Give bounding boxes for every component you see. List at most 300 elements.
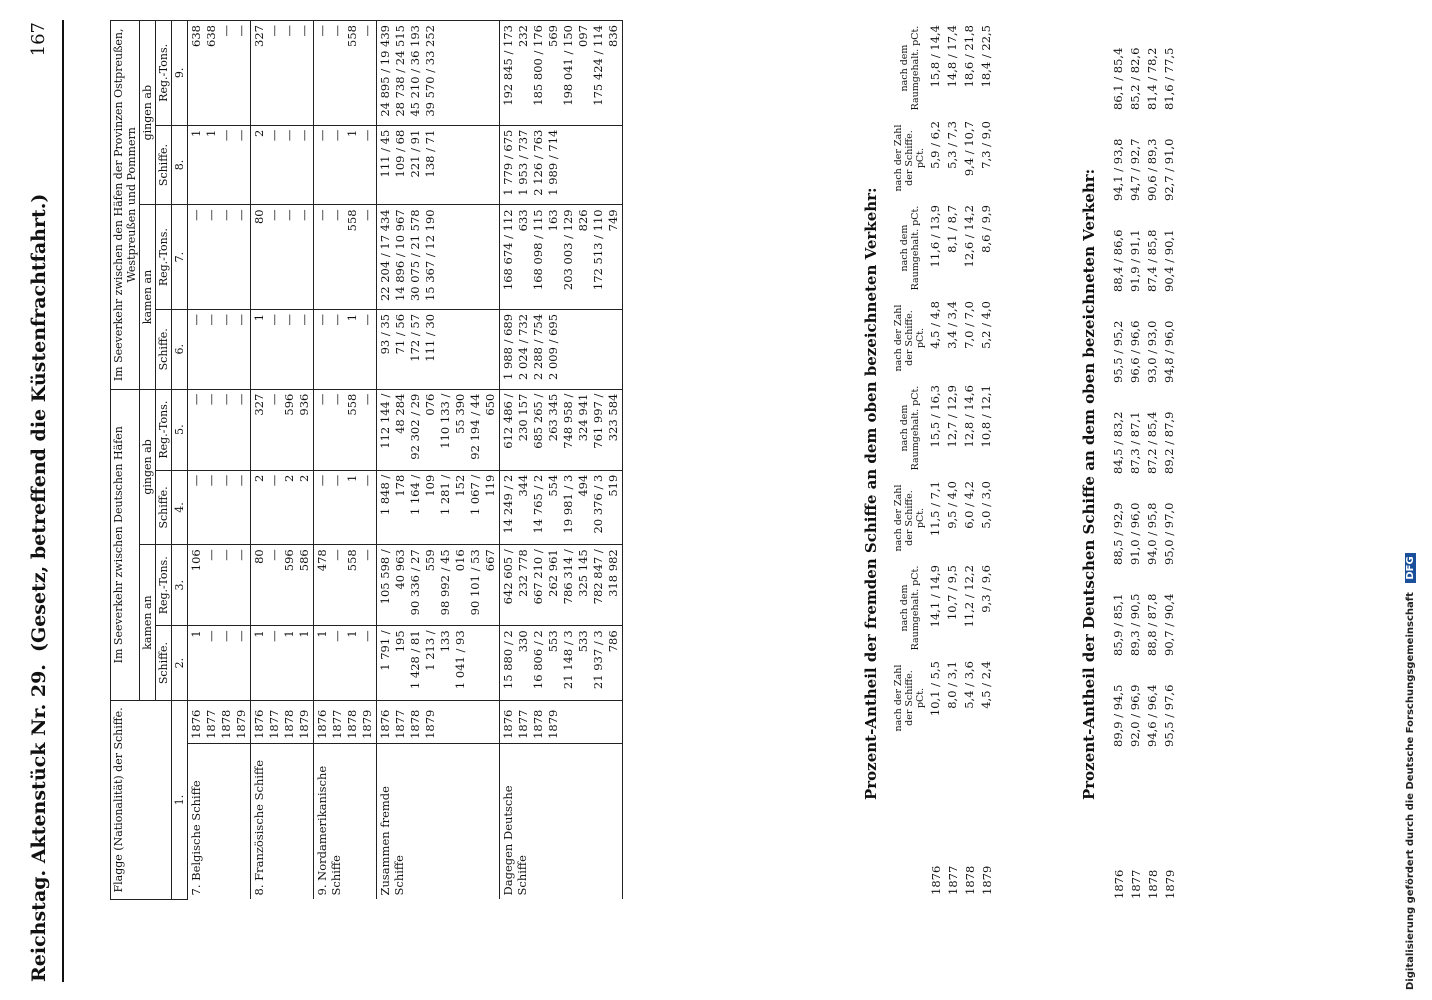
cell-value: 2 126 / 763 [531,129,545,196]
cell-value: 638 [189,25,203,47]
cell-value: 18,4 / 22,5 [979,25,993,88]
cell-value: 11,5 / 7,1 [928,481,942,537]
cell-value: 14,1 / 14,9 [928,565,942,628]
dfg-text: Digitalisierung gefördert durch die Deutsche Forschungsgemeinschaft [1405,592,1416,990]
cell-value: 81,4 / 78,2 [1145,47,1159,110]
cell-value: 596 [282,549,296,572]
page-header [20,22,60,982]
column-number: 4. [172,470,188,545]
cell-value: — [189,393,203,406]
cell-value: 1876 [252,709,266,739]
cell-value: 642 605 / 232 778 [501,549,530,605]
cell-value: 92,7 / 91,0 [1162,138,1176,201]
cell-value: 15 367 / 12 190 [423,209,437,302]
pct-year: 1876 [1111,869,1126,899]
cell-value: 558 [345,209,359,232]
cell-value: — [360,313,374,326]
cell-value: 1 [282,630,296,638]
cell-value: — [234,630,248,642]
cell-value: 8,1 / 8,7 [945,205,959,253]
cell-value: 93,0 / 93,0 [1145,320,1159,383]
cell-value: — [330,549,344,561]
cell-value: 1879 [423,709,437,739]
cell-value: 15,8 / 14,4 [928,25,942,88]
cell-value: 5,3 / 7,3 [945,121,959,169]
pct-value [978,560,995,656]
cell-value: — [219,474,233,487]
pct-row [1161,20,1178,900]
cell-value: — [360,549,374,561]
data-cell [188,125,251,205]
cell-value: 1878 [345,709,359,739]
cell-value: — [282,129,296,142]
pct-value [1110,657,1127,748]
cell-value: 89,9 / 94,5 [1111,684,1125,747]
cell-value: 748 958 / 324 941 [561,393,590,449]
cell-value: 30 075 / 21 578 [408,209,422,302]
cell-value: — [282,313,296,326]
cell-value: 7,0 / 7,0 [962,301,976,349]
table-row [377,21,500,900]
data-cell [377,21,500,126]
cell-value: 22 204 / 17 434 [378,209,392,302]
cell-value: 10,8 / 12,1 [979,385,993,448]
gingen-ab-b: gingen ab [140,21,156,205]
cell-value: 18,6 / 21,8 [962,25,976,88]
cell-value: 9,4 / 10,7 [962,121,976,177]
cell-value: — [330,393,344,406]
data-cell [314,545,377,626]
pct-value [1144,20,1161,111]
cell-value: 1 213 / 133 [423,630,452,671]
data-cell [251,125,314,205]
group-a-header: Im Seeverkehr zwischen Deutschen Häfen [111,389,140,700]
pct-value [978,20,995,116]
cell-value: 112 144 / 48 284 [378,393,407,449]
cell-value: 15 880 / 2 330 [501,630,530,690]
data-cell [314,125,377,205]
pct-value [1110,20,1127,111]
main-body [188,21,623,900]
cell-value: 168 674 / 112 633 [501,209,530,291]
cell-value: 1 [315,630,329,638]
cell-value: 1 [345,313,359,322]
data-cell [500,545,623,626]
pct-value [1144,657,1161,748]
pct-value [1144,475,1161,566]
row-years [314,700,377,743]
data-cell [377,309,500,389]
cell-value: 94,8 / 96,0 [1162,320,1176,383]
pct-header: nach der Zahl der Schiffe. pCt. [893,304,926,372]
cell-value: 9,5 / 4,0 [945,481,959,529]
cell-value: 85,2 / 82,6 [1128,47,1142,110]
cell-value: — [360,474,374,487]
pct-value [1127,566,1144,657]
cell-value: 221 / 91 [408,129,422,178]
row-label: 7. Belgische Schiffe [188,743,251,899]
cell-value: 90 101 / 53 667 [468,549,497,616]
cell-value: 19 981 / 3 494 [561,474,590,534]
data-cell [500,626,623,701]
column-number: 1. [172,700,188,899]
cell-value: 786 314 / 325 145 [561,549,590,605]
dfg-sidebar [1405,10,1421,990]
pct-year: 1876 [928,865,943,895]
cell-value: 596 [282,393,296,416]
pct-german-body [1110,20,1178,900]
cell-value: 138 / 71 [423,129,437,178]
pct-row [961,20,978,900]
cell-value: 16 806 / 2 553 [531,630,560,690]
pct-value [1127,293,1144,384]
cell-value: 1 848 / 178 [378,474,407,516]
cell-value: 45 210 / 36 193 [408,25,422,117]
pct-foreign-table [892,20,995,900]
cell-value: 87,4 / 85,8 [1145,229,1159,292]
cell-value: — [330,313,344,326]
cell-value: 1 989 / 714 [546,129,560,196]
cell-value: 1877 [516,709,530,739]
pct-value [927,656,944,740]
kamen-an-a: kamen an [140,545,156,701]
cell-value: — [267,630,281,642]
group-b-header: Im Seeverkehr zwischen den Häfen der Provinzen Ostpreußen, Westpreußen und Pommern [111,21,140,390]
data-cell [251,389,314,470]
cell-value: 91,0 / 96,0 [1128,502,1142,565]
cell-value: — [315,393,329,406]
cell-value: — [219,129,233,142]
data-cell [314,470,377,545]
data-cell [500,389,623,470]
pct-header: nach der Zahl der Schiffe. pCt. [893,484,926,552]
cell-value: 90,7 / 90,4 [1162,593,1176,656]
cell-value: 327 [252,25,266,47]
cell-value: 1877 [267,709,281,739]
cell-value: 20 376 / 3 519 [591,474,620,534]
data-cell [251,21,314,126]
schiffe-h: Schiffe. [156,626,172,701]
pct-value [944,560,961,656]
pct-value [961,116,978,200]
cell-value: 2 [297,474,311,483]
cell-value: 1877 [204,709,218,739]
cell-value: 2 009 / 695 [546,313,560,380]
tons-h: Reg.-Tons. [156,205,172,310]
cell-value: 1 [345,474,359,483]
pct-value [1161,293,1178,384]
pct-row [978,20,995,900]
cell-value: 1 [345,129,359,137]
cell-value: 94,7 / 92,7 [1128,138,1142,201]
cell-value: — [315,25,329,37]
pct-value [961,200,978,296]
cell-value: — [267,129,281,142]
cell-value: 1 [204,129,218,137]
cell-value: 612 486 / 230 157 [501,393,530,449]
pct-value [961,20,978,116]
cell-value: 4,5 / 2,4 [979,661,993,709]
cell-value: 106 [189,549,203,572]
cell-value: 685 265 / 263 345 [531,393,560,449]
cell-value: — [204,630,218,642]
data-cell [377,389,500,470]
pct-value [944,200,961,296]
row-label: Zusammen fremde Schiffe [377,743,500,899]
pct-header: nach dem Raumgehalt. pCt. [898,205,921,291]
cell-value: — [315,129,329,142]
pct-year: 1878 [962,865,977,895]
pct-value [944,116,961,200]
cell-value: — [234,25,248,37]
cell-value: 10,7 / 9,5 [945,565,959,621]
data-cell [188,545,251,626]
cell-value: 95,5 / 95,2 [1111,320,1125,383]
pct-foreign-body [927,20,995,900]
pct-value [978,116,995,200]
cell-value: — [204,393,218,406]
header-left: Reichstag. Aktenstück Nr. 29. [28,664,50,982]
pct-value [1144,566,1161,657]
data-cell [188,626,251,701]
cell-value: 80 [252,549,266,564]
cell-value: 21 148 / 3 533 [561,630,590,690]
pct-value [1110,475,1127,566]
cell-value: 80 [252,209,266,225]
cell-value: 105 598 / 40 963 [378,549,407,605]
cell-value: — [267,474,281,487]
data-cell [251,205,314,310]
column-number: 3. [172,545,188,626]
schiffe-h: Schiffe. [156,309,172,389]
cell-value: 1876 [501,709,515,739]
cell-value: — [267,25,281,37]
pct-value [927,20,944,116]
cell-value: 12,6 / 14,2 [962,205,976,268]
cell-value: 185 800 / 176 569 [531,25,560,106]
cell-value: 14 249 / 2 344 [501,474,530,534]
pct-value [1127,20,1144,111]
pct-value [944,656,961,740]
cell-value: 2 024 / 732 [516,313,530,380]
cell-value: 1879 [546,709,560,739]
pct-value [1127,111,1144,202]
pct-value [1144,202,1161,293]
cell-value: 1 [345,630,359,638]
cell-value: — [189,313,203,326]
data-cell [377,470,500,545]
cell-value: 93 / 35 [378,313,392,355]
pct-value [1161,384,1178,475]
pct-value [1110,566,1127,657]
cell-value: 84,5 / 83,2 [1111,411,1125,474]
pct-german-table [1110,20,1178,900]
cell-value: 327 [252,393,266,416]
cell-value: 4,5 / 4,8 [928,301,942,349]
cell-value: 89,2 / 87,9 [1162,411,1176,474]
cell-value: 1876 [189,709,203,739]
cell-value: 1876 [315,709,329,739]
column-number: 9. [172,21,188,126]
pct-value [1161,202,1178,293]
data-cell [188,309,251,389]
column-number: 7. [172,205,188,310]
cell-value: 761 997 / 323 584 [591,393,620,449]
cell-value: 89,3 / 90,5 [1128,593,1142,656]
cell-value: 87,2 / 85,4 [1145,411,1159,474]
cell-value: 96,6 / 96,6 [1128,320,1142,383]
data-cell [314,21,377,126]
cell-value: 109 / 68 [393,129,407,178]
cell-value: — [360,209,374,221]
cell-value: 5,9 / 6,2 [928,121,942,169]
cell-value: 14 765 / 2 554 [531,474,560,534]
cell-value: 175 424 / 114 836 [591,25,620,106]
row-years [377,700,500,743]
cell-value: 1878 [408,709,422,739]
column-number: 6. [172,309,188,389]
data-cell [500,125,623,205]
pct-value [927,200,944,296]
cell-value: 5,2 / 4,0 [979,301,993,349]
cell-value: 1 953 / 737 [516,129,530,196]
pct-row [1144,20,1161,900]
row-years [500,700,623,743]
cell-value: — [282,25,296,37]
cell-value: — [234,393,248,406]
table-row [251,21,314,900]
cell-value: — [234,313,248,326]
cell-value: 94,0 / 95,8 [1145,502,1159,565]
cell-value: 24 895 / 19 439 [378,25,392,117]
cell-value: — [330,129,344,142]
cell-value: — [315,474,329,487]
cell-value: 90 336 / 27 559 [408,549,437,616]
data-cell [314,626,377,701]
pct-header: nach dem Raumgehalt. pCt. [898,25,921,111]
data-cell [500,470,623,545]
data-cell [500,309,623,389]
data-cell [251,626,314,701]
cell-value: 8,0 / 3,1 [945,661,959,709]
cell-value: 1 [189,129,203,137]
cell-value: — [267,393,281,406]
table-row [314,21,377,900]
pct-value [944,476,961,560]
cell-value: 1878 [531,709,545,739]
cell-value: — [189,209,203,221]
pct-value [961,560,978,656]
cell-value: — [330,630,344,642]
cell-value: 90,4 / 90,1 [1162,229,1176,292]
cell-value: 192 845 / 173 232 [501,25,530,106]
cell-value: 3,4 / 3,4 [945,301,959,349]
data-cell [251,470,314,545]
pct-value [961,476,978,560]
cell-value: 8,6 / 9,9 [979,205,993,253]
table-row [500,21,623,900]
data-cell [188,21,251,126]
cell-value: 111 / 30 [423,313,437,362]
cell-value: 88,8 / 87,8 [1145,593,1159,656]
cell-value: 21 937 / 3 786 [591,630,620,690]
cell-value: 1 164 / 109 [408,474,437,516]
cell-value: 1879 [360,709,374,739]
cell-value: 88,5 / 92,9 [1111,502,1125,565]
pct-value [927,296,944,380]
row-years [188,700,251,743]
cell-value: 95,5 / 97,6 [1162,684,1176,747]
cell-value: 28 738 / 24 515 [393,25,407,117]
cell-value: — [204,474,218,487]
cell-value: — [204,549,218,561]
pct-row [944,20,961,900]
pct-value [978,200,995,296]
cell-value: 91,9 / 91,1 [1128,229,1142,292]
cell-value: 71 / 56 [393,313,407,355]
cell-value: 1877 [393,709,407,739]
cell-value: 94,1 / 93,8 [1111,138,1125,201]
cell-value: — [330,209,344,221]
cell-value: 111 / 45 [378,129,392,178]
row-years [251,700,314,743]
data-cell [500,205,623,310]
column-numbers [172,21,188,900]
row-label: 9. Nordamerikanische Schiffe [314,743,377,899]
row-label: 8. Französische Schiffe [251,743,314,899]
cell-value: — [219,209,233,221]
cell-value: — [189,474,203,487]
cell-value: 14,8 / 17,4 [945,25,959,88]
cell-value: 1 791 / 195 [378,630,407,671]
tons-h: Reg.-Tons. [156,545,172,626]
pct-year: 1877 [1128,869,1143,899]
data-cell [188,205,251,310]
data-cell [377,125,500,205]
cell-value: — [204,313,218,326]
cell-value: 86,1 / 85,4 [1111,47,1125,110]
table-row [188,21,251,900]
gingen-ab-a: gingen ab [140,389,156,545]
cell-value: — [297,209,311,221]
cell-value: 15,5 / 16,3 [928,385,942,448]
cell-value: 172 513 / 110 749 [591,209,620,291]
cell-value: 1 [252,313,266,322]
cell-value: 168 098 / 115 163 [531,209,560,291]
pct-header: nach der Zahl der Schiffe. pCt. [893,124,926,192]
cell-value: — [267,209,281,221]
cell-value: 1 041 / 93 [453,630,467,690]
pct-value [1161,657,1178,748]
cell-value: — [297,313,311,326]
cell-value: 98 992 / 45 016 [438,549,467,616]
pct-year: 1879 [1162,869,1177,899]
cell-value: — [360,25,374,37]
pct-value [927,476,944,560]
data-cell [377,545,500,626]
pct-value [961,296,978,380]
kamen-an-b: kamen an [140,205,156,389]
cell-value: — [360,129,374,142]
cell-value: — [219,313,233,326]
cell-value: — [234,549,248,561]
cell-value: 1 779 / 675 [501,129,515,196]
cell-value: 81,6 / 77,5 [1162,47,1176,110]
cell-value: 558 [345,549,359,572]
cell-value: 2 [252,129,266,137]
cell-value: — [204,209,218,221]
pct-value [1127,475,1144,566]
